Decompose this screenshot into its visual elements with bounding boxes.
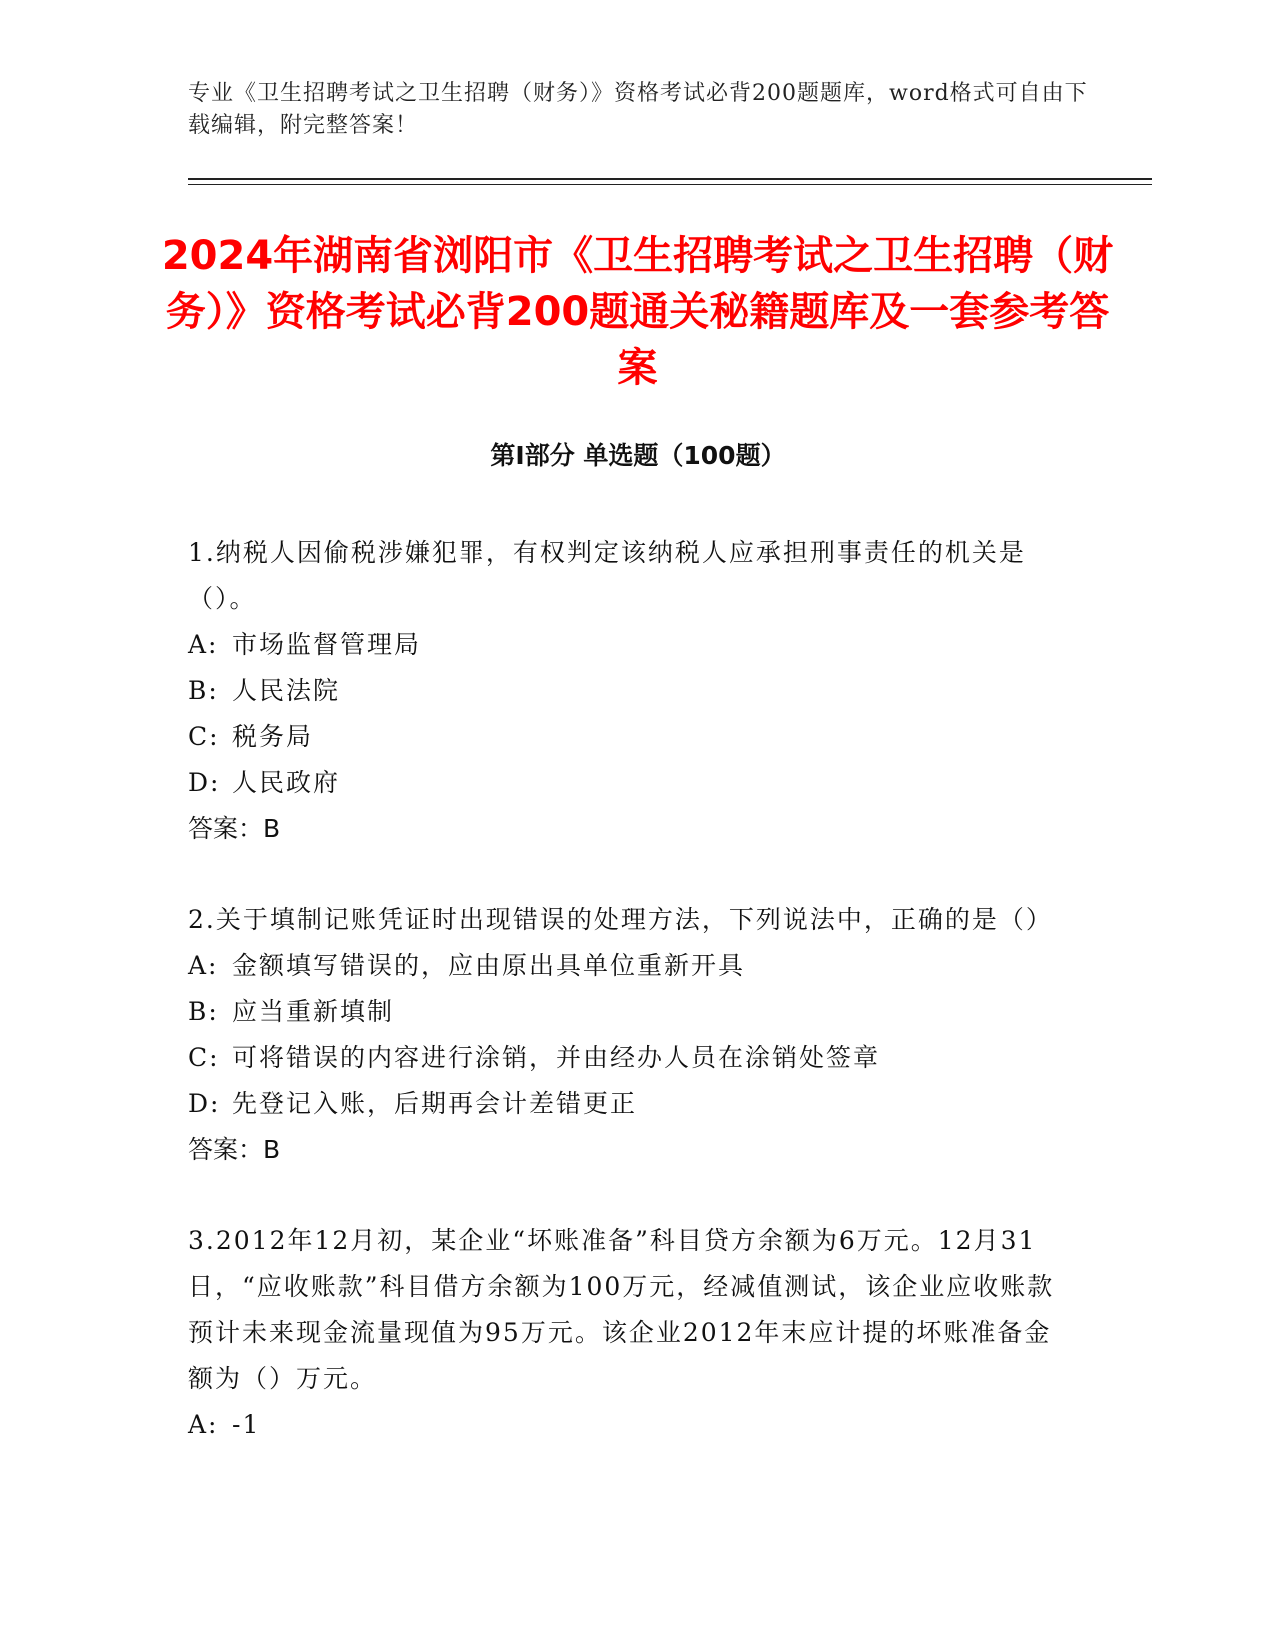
option-key: D: bbox=[188, 768, 221, 797]
option-text: 先登记入账，后期再会计差错更正 bbox=[232, 1089, 638, 1118]
option-d bbox=[188, 1081, 1068, 1127]
option-key: C: bbox=[188, 722, 220, 751]
option-d bbox=[188, 760, 1068, 806]
option-key: A: bbox=[188, 1410, 219, 1439]
option-c bbox=[188, 1035, 1068, 1081]
answer-line: 答案：B bbox=[188, 1135, 281, 1164]
option-key: A: bbox=[188, 630, 219, 659]
option-text: 人民政府 bbox=[232, 768, 341, 797]
option-a bbox=[188, 622, 1068, 668]
option-key: B: bbox=[188, 676, 219, 705]
answer-line: 答案：B bbox=[188, 814, 281, 843]
option-key: C: bbox=[188, 1043, 220, 1072]
section-heading: 第Ⅰ部分 单选题（100题） bbox=[490, 441, 786, 470]
question-2 bbox=[188, 897, 1068, 1173]
option-text: 金额填写错误的，应由原出具单位重新开具 bbox=[232, 951, 746, 980]
question-1 bbox=[188, 530, 1068, 852]
option-text: 市场监督管理局 bbox=[232, 630, 422, 659]
document-title: 2024年湖南省浏阳市《卫生招聘考试之卫生招聘（财务）》资格考试必背200题通关秘籍题库及一套参考答案 bbox=[161, 233, 1114, 391]
option-b bbox=[188, 668, 1068, 714]
option-text: 可将错误的内容进行涂销，并由经办人员在涂销处签章 bbox=[232, 1043, 881, 1072]
option-a bbox=[188, 943, 1068, 989]
question-stem: 1.纳税人因偷税涉嫌犯罪，有权判定该纳税人应承担刑事责任的机关是（）。 bbox=[188, 538, 1026, 613]
header-divider-thin bbox=[188, 184, 1152, 185]
question-stem: 3.2012年12月初，某企业“坏账准备”科目贷方余额为6万元。12月31日，“应收账款”科目借方余额为100万元，经减值测试，该企业应收账款预计未来现金流量现值为95万元。该企业2012年末应计提的坏账准备金额为（）万元。 bbox=[188, 1226, 1055, 1393]
option-key: D: bbox=[188, 1089, 221, 1118]
option-a bbox=[188, 1402, 1068, 1448]
option-text: 应当重新填制 bbox=[232, 997, 395, 1026]
option-text: -1 bbox=[232, 1410, 261, 1439]
option-key: B: bbox=[188, 997, 219, 1026]
question-list bbox=[188, 530, 1068, 1493]
header-note: 专业《卫生招聘考试之卫生招聘（财务）》资格考试必背200题题库，word格式可自由下载编辑，附完整答案！ bbox=[188, 81, 1088, 138]
option-key: A: bbox=[188, 951, 219, 980]
question-stem: 2.关于填制记账凭证时出现错误的处理方法，下列说法中，正确的是（） bbox=[188, 905, 1053, 934]
header-divider bbox=[188, 178, 1152, 180]
option-b bbox=[188, 989, 1068, 1035]
question-3 bbox=[188, 1218, 1068, 1448]
option-text: 税务局 bbox=[232, 722, 314, 751]
option-text: 人民法院 bbox=[232, 676, 341, 705]
option-c bbox=[188, 714, 1068, 760]
